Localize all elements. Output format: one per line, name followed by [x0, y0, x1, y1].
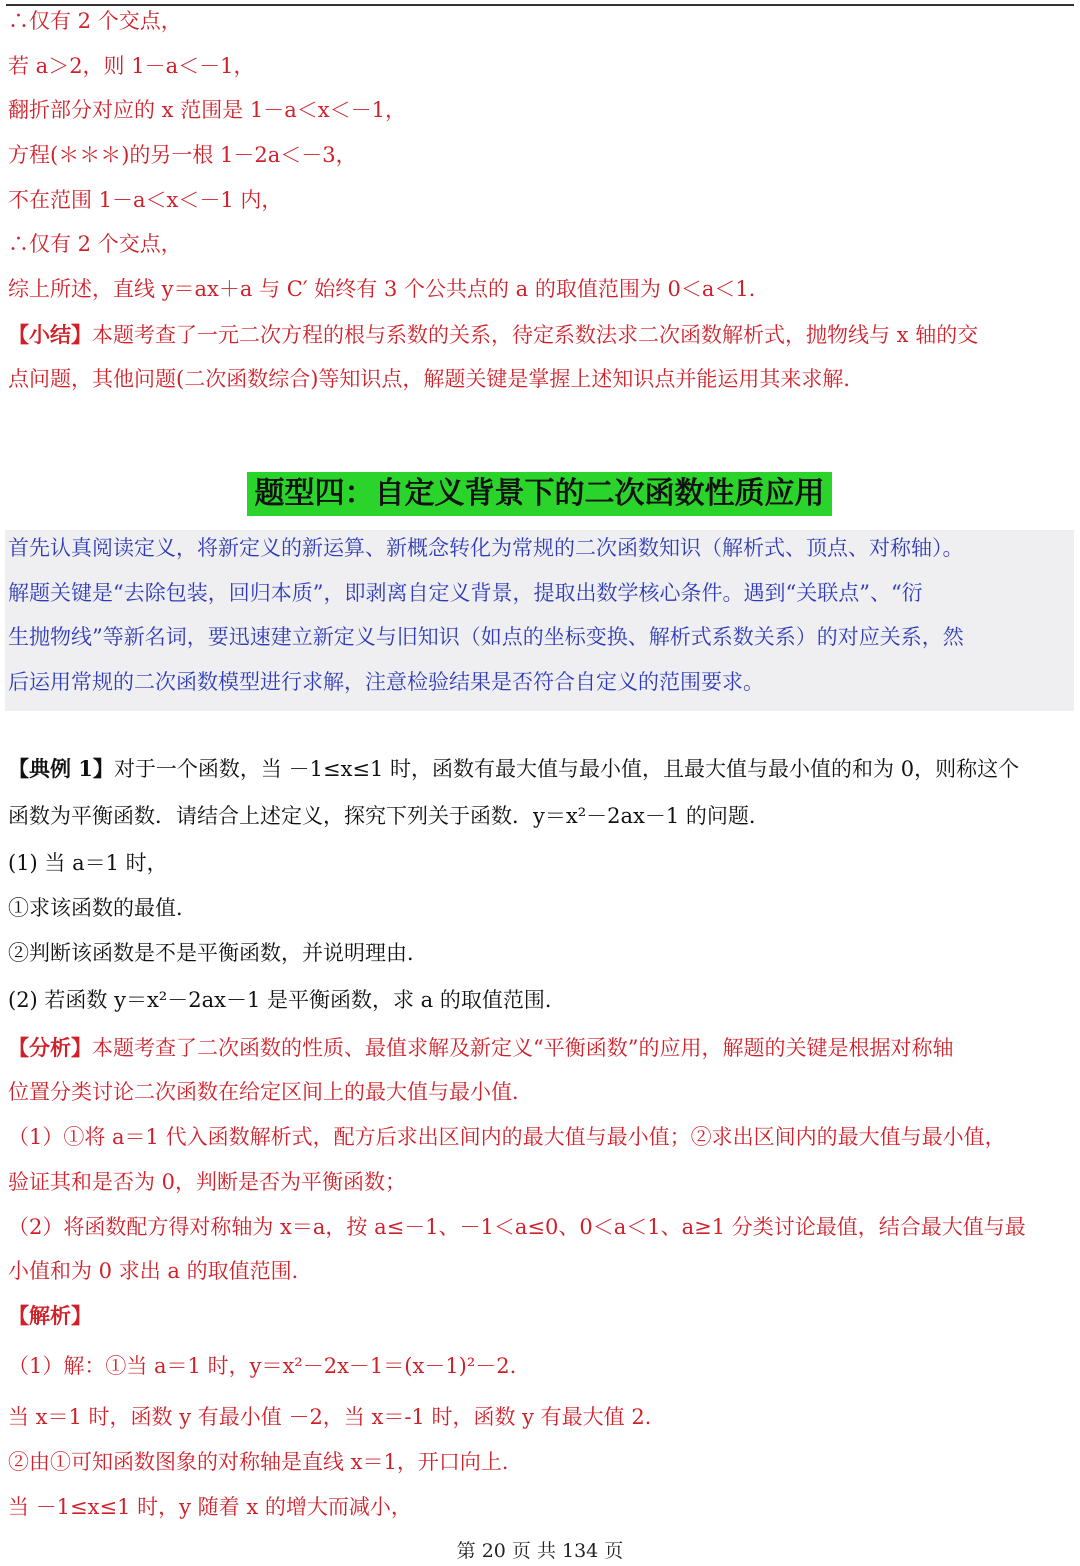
analysis-line: [8, 1033, 1072, 1063]
analysis-line: 位置分类讨论二次函数在给定区间上的最大值与最小值．: [8, 1080, 533, 1104]
text-line: ∴仅有 2 个交点，: [8, 232, 182, 256]
text-line: 方程(＊＊＊)的另一根 1－2a＜－3，: [8, 143, 357, 167]
solution-line: 当 x＝1 时，函数 y 有最小值 －2，当 x＝-1 时，函数 y 有最大值 2．: [8, 1405, 666, 1429]
text-line: 若 a＞2，则 1－a＜－1，: [8, 54, 255, 78]
intro-line: 首先认真阅读定义，将新定义的新运算、新概念转化为常规的二次函数知识（解析式、顶点、对称轴）。: [8, 536, 964, 560]
summary-tag: 【小结】: [8, 322, 92, 347]
solution-line: （1）解：①当 a＝1 时，y＝x²－2x－1＝(x－1)²－2.: [8, 1354, 517, 1378]
summary-line: [8, 320, 1072, 350]
text-line: ∴仅有 2 个交点，: [8, 9, 182, 33]
solution-line: 当 －1≤x≤1 时，y 随着 x 的增大而减小，: [8, 1495, 412, 1519]
example-line: (2) 若函数 y＝x²－2ax－1 是平衡函数，求 a 的取值范围．: [8, 988, 566, 1012]
page-number: 第 20 页 共 134 页: [456, 1540, 624, 1562]
analysis-text: 本题考查了二次函数的性质、最值求解及新定义“平衡函数”的应用，解题的关键是根据对称轴: [92, 1036, 954, 1060]
summary-text: 本题考查了一元二次方程的根与系数的关系，待定系数法求二次函数解析式，抛物线与 x 轴的交: [92, 323, 979, 347]
example-tag: 【典例 1】: [8, 756, 114, 781]
section-title: 题型四：自定义背景下的二次函数性质应用: [247, 472, 832, 516]
analysis-line: （1）①将 a＝1 代入函数解析式，配方后求出区间内的最大值与最小值；②求出区间内的最大值与最小值，: [8, 1125, 1006, 1149]
analysis-tag: 【分析】: [8, 1035, 92, 1060]
text-line: 翻折部分对应的 x 范围是 1－a＜x＜－1，: [8, 98, 406, 122]
text-line: 不在范围 1－a＜x＜－1 内，: [8, 188, 283, 212]
analysis-line: （2）将函数配方得对称轴为 x＝a，按 a≤－1、－1＜a≤0、0＜a＜1、a≥1 分类讨论最值，结合最大值与最: [8, 1215, 1026, 1239]
example-line: ①求该函数的最值．: [8, 896, 197, 920]
text-line: 综上所述，直线 y＝ax＋a 与 C′ 始终有 3 个公共点的 a 的取值范围为 0＜a＜1．: [8, 277, 770, 301]
intro-line: 后运用常规的二次函数模型进行求解，注意检验结果是否符合自定义的范围要求。: [8, 670, 764, 694]
solution-line: ②由①可知函数图象的对称轴是直线 x＝1，开口向上．: [8, 1450, 523, 1474]
text-line: 点问题，其他问题(二次函数综合)等知识点，解题关键是掌握上述知识点并能运用其来求解．: [8, 367, 865, 391]
analysis-line: 验证其和是否为 0，判断是否为平衡函数；: [8, 1170, 407, 1194]
intro-line: 解题关键是“去除包装，回归本质”，即剥离自定义背景，提取出数学核心条件。遇到“关联点”、“衍: [8, 581, 923, 605]
analysis-line: 小值和为 0 求出 a 的取值范围．: [8, 1259, 313, 1283]
example-line: ②判断该函数是不是平衡函数，并说明理由．: [8, 941, 428, 965]
example-text: 对于一个函数，当 －1≤x≤1 时，函数有最大值与最小值，且最大值与最小值的和为 0，则称这个: [113, 757, 1020, 781]
example-line: [8, 754, 1072, 784]
intro-line: 生抛物线”等新名词，要迅速建立新定义与旧知识（如点的坐标变换、解析式系数关系）的对应关系，然: [8, 625, 964, 649]
example-line: 函数为平衡函数．请结合上述定义，探究下列关于函数．y＝x²－2ax－1 的问题．: [8, 804, 770, 828]
solution-tag: 【解析】: [8, 1303, 92, 1328]
example-line: (1) 当 a＝1 时，: [8, 851, 168, 875]
